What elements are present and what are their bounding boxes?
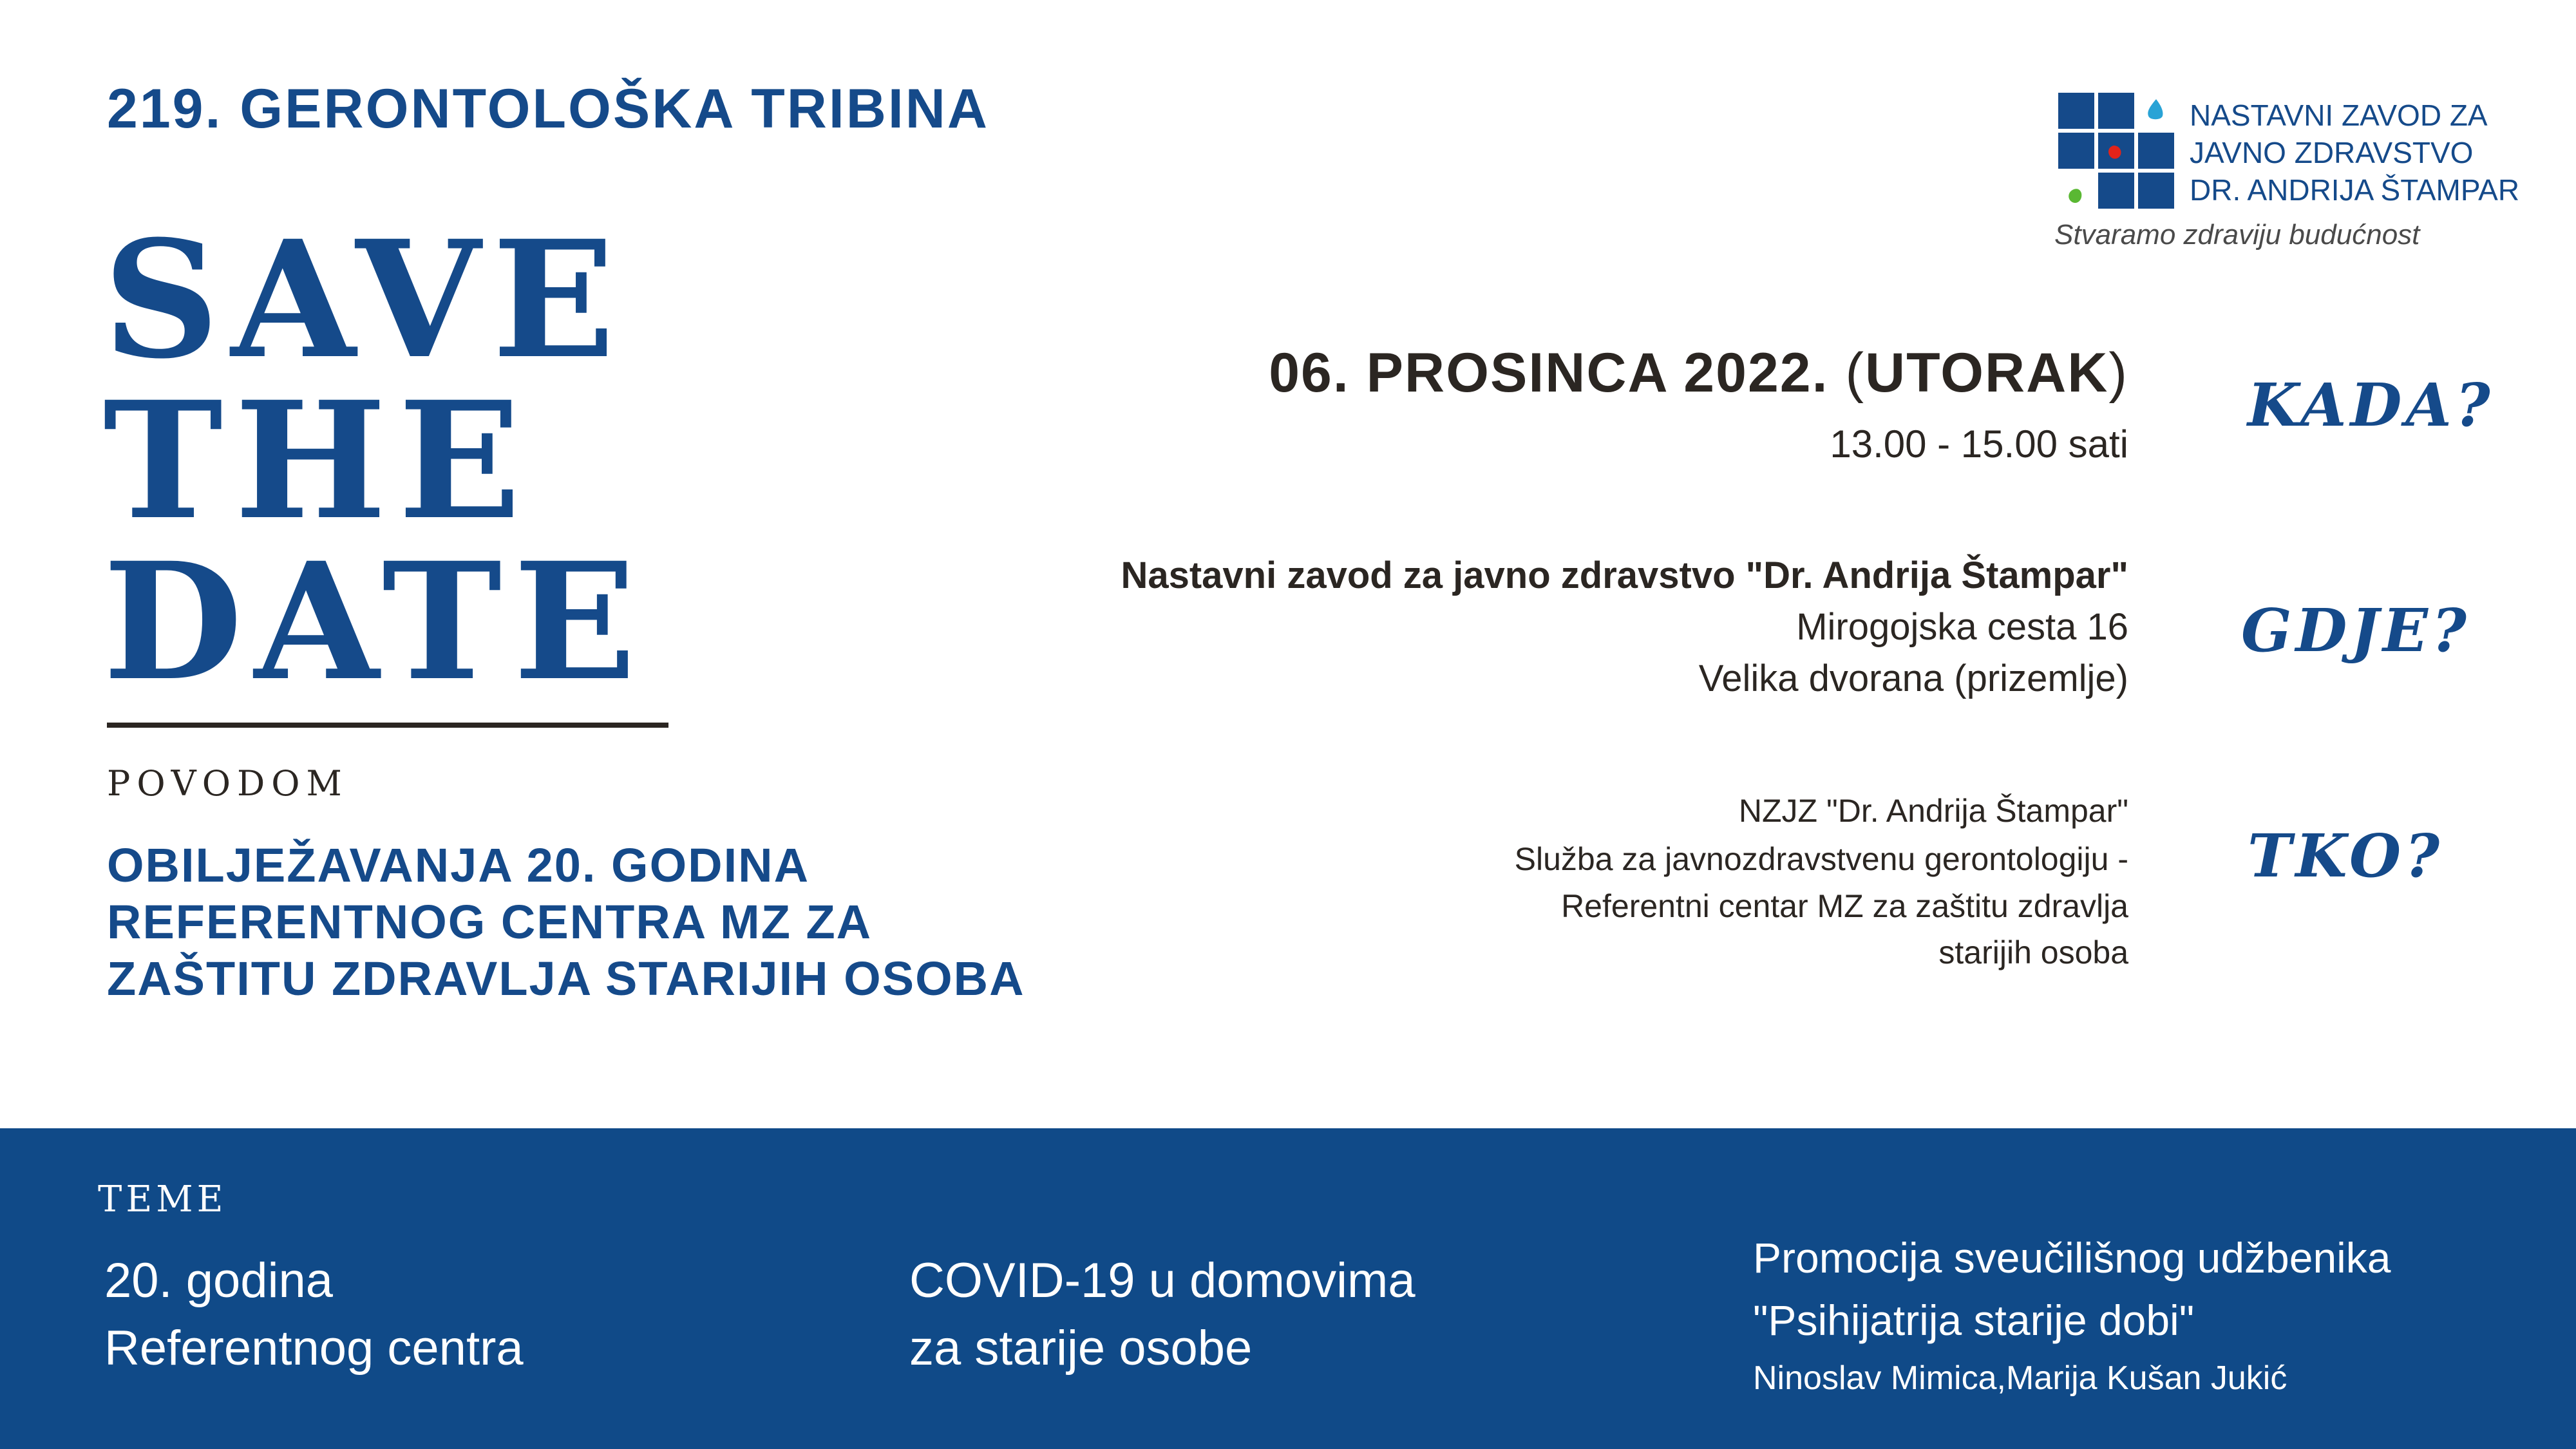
event-date-bold: 06. PROSINCA 2022. xyxy=(1269,342,1829,404)
occasion-line-3: ZAŠTITU ZDRAVLJA STARIJIH OSOBA xyxy=(107,952,1025,1005)
who-heading: TKO? xyxy=(2248,821,2443,891)
topic-2-line-1: COVID-19 u domovima xyxy=(909,1253,1416,1308)
venue-room: Velika dvorana (prizemlje) xyxy=(1698,658,2128,699)
divider-line xyxy=(107,723,668,728)
institute-name-line-2: JAVNO ZDRAVSTVO xyxy=(2190,136,2474,169)
event-date-paren-close: ) xyxy=(2108,342,2128,404)
venue-address: Mirogojska cesta 16 xyxy=(1796,606,2128,648)
institute-name xyxy=(2190,97,2519,209)
occasion-line-1: OBILJEŽAVANJA 20. GODINA xyxy=(107,838,810,892)
headline-save: SAVE xyxy=(103,205,627,394)
institute-logo-mark xyxy=(2058,93,2129,209)
headline-the: THE xyxy=(103,366,533,555)
topic-1-line-1: 20. godina xyxy=(104,1253,333,1308)
institute-name-line-3: DR. ANDRIJA ŠTAMPAR xyxy=(2190,173,2520,207)
event-weekday: UTORAK xyxy=(1865,342,2109,404)
topic-2-line-2: za starije osobe xyxy=(909,1321,1253,1376)
organizer-line-3: Referentni centar MZ za zaštitu zdravlja xyxy=(1561,888,2128,924)
institute-name-line-1: NASTAVNI ZAVOD ZA xyxy=(2190,99,2488,132)
where-heading: GDJE? xyxy=(2241,596,2470,665)
event-title: 219. GERONTOLOŠKA TRIBINA xyxy=(107,78,989,140)
topic-1-line-2: Referentnog centra xyxy=(104,1321,524,1376)
when-heading: KADA? xyxy=(2248,370,2494,440)
topics-label: TEME xyxy=(98,1179,227,1220)
event-date-paren-open: ( xyxy=(1828,342,1866,404)
event-date xyxy=(1269,341,2128,405)
event-time: 13.00 - 15.00 sati xyxy=(1830,422,2128,466)
organizer-line-1: NZJZ "Dr. Andrija Štampar" xyxy=(1738,793,2128,829)
occasion-text xyxy=(107,837,1025,1007)
venue-name: Nastavni zavod za javno zdravstvo "Dr. Andrija Štampar" xyxy=(1121,554,2128,596)
organizer-line-2: Služba za javnozdravstvenu gerontologiju - xyxy=(1514,841,2128,877)
headline-date: DATE xyxy=(103,527,648,716)
occasion-line-2: REFERENTNOG CENTRA MZ ZA xyxy=(107,895,873,949)
topic-3-line-1: Promocija sveučilišnog udžbenika xyxy=(1753,1234,2391,1282)
institute-slogan: Stvaramo zdraviju budućnost xyxy=(2054,219,2420,251)
organizer-line-4: starijih osoba xyxy=(1938,934,2128,971)
topic-3-authors: Ninoslav Mimica,Marija Kušan Jukić xyxy=(1753,1359,2287,1397)
logo-droplets-icon xyxy=(2058,93,2178,213)
occasion-label: POVODOM xyxy=(107,763,348,804)
topic-3-line-2: "Psihijatrija starije dobi" xyxy=(1753,1296,2195,1344)
